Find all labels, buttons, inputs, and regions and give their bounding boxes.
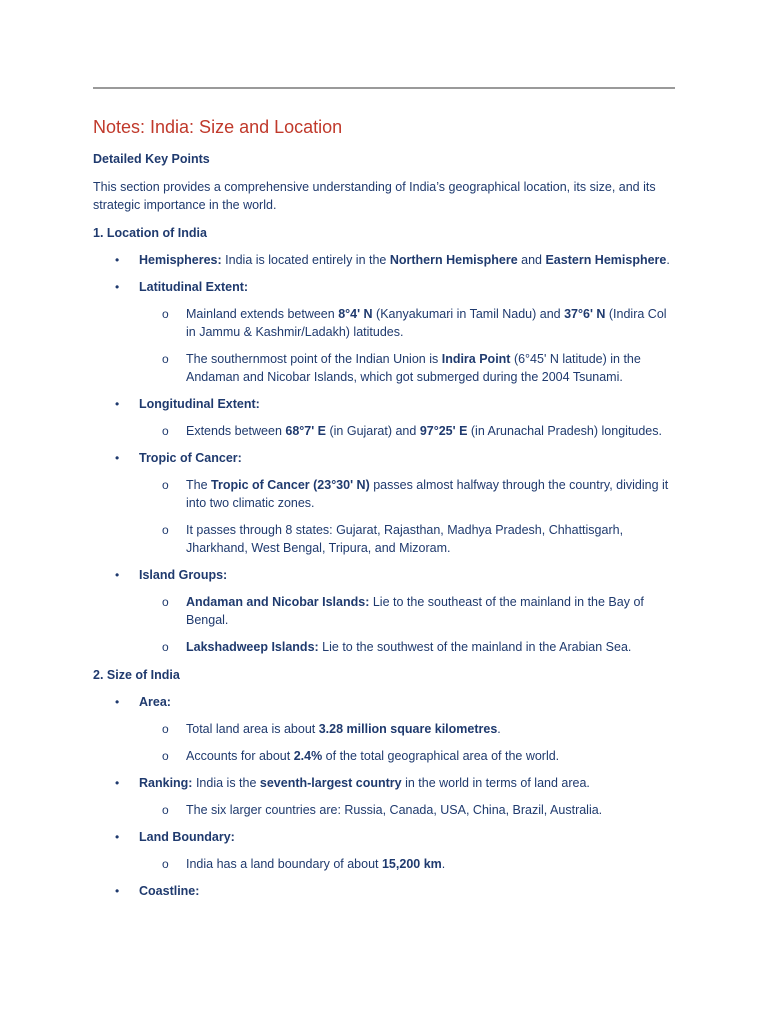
sub-list	[139, 593, 678, 656]
item-text: Mainland extends between	[186, 307, 339, 321]
circle-bullet-icon: o	[162, 640, 169, 654]
item-bold: Eastern Hemisphere	[545, 253, 667, 267]
item-bold: 15,200 km	[381, 857, 442, 871]
item-text: India is located entirely in the	[221, 253, 390, 267]
item-bold: 97°25' E	[419, 424, 468, 438]
item-label: Latitudinal Extent:	[139, 280, 249, 294]
bullet-icon: •	[115, 253, 120, 267]
item-bold: 3.28 million square kilometres	[318, 722, 498, 736]
sub-item	[93, 720, 678, 738]
item-text: (in Arunachal Pradesh) longitudes.	[467, 424, 662, 438]
item-text: Accounts for about	[186, 749, 294, 763]
item-text: The southernmost point of the Indian Union is	[186, 352, 442, 366]
sub-item	[93, 422, 678, 440]
list-item-coastline	[93, 882, 678, 900]
bullet-icon: •	[115, 397, 120, 411]
header-rule	[93, 87, 675, 89]
sub-item	[93, 593, 678, 629]
item-label: Island Groups:	[139, 568, 228, 582]
sub-item	[93, 476, 678, 512]
item-label: Land Boundary:	[139, 830, 235, 844]
item-bold: seventh-largest country	[259, 776, 402, 790]
list-item-islands	[93, 566, 678, 656]
circle-bullet-icon: o	[162, 595, 169, 609]
circle-bullet-icon: o	[162, 424, 169, 438]
circle-bullet-icon: o	[162, 722, 169, 736]
item-bold: 68°7' E	[285, 424, 327, 438]
size-list	[93, 693, 678, 900]
circle-bullet-icon: o	[162, 749, 169, 763]
document-body	[93, 114, 678, 900]
item-bold: Tropic of Cancer (23°30' N)	[211, 478, 370, 492]
item-bold: Indira Point	[441, 352, 511, 366]
bullet-icon: •	[115, 280, 120, 294]
sub-item	[93, 521, 678, 557]
list-item-land-boundary	[93, 828, 678, 873]
section-heading-location: 1. Location of India	[93, 226, 207, 240]
sub-item	[93, 801, 678, 819]
sub-list	[139, 855, 678, 873]
sub-list	[139, 476, 678, 557]
page-title: Notes: India: Size and Location	[93, 117, 343, 137]
circle-bullet-icon: o	[162, 803, 169, 817]
item-bold: Lakshadweep Islands:	[186, 640, 319, 654]
circle-bullet-icon: o	[162, 857, 169, 871]
sub-list	[139, 720, 678, 765]
item-label: Ranking:	[139, 776, 193, 790]
circle-bullet-icon: o	[162, 307, 169, 321]
list-item-area	[93, 693, 678, 765]
bullet-icon: •	[115, 451, 120, 465]
circle-bullet-icon: o	[162, 523, 169, 537]
item-label: Area:	[139, 695, 171, 709]
item-text: The six larger countries are: Russia, Canada, USA, China, Brazil, Australia.	[186, 803, 603, 817]
item-text: Extends between	[186, 424, 286, 438]
list-item-hemispheres	[93, 251, 678, 269]
item-bold: 2.4%	[293, 749, 323, 763]
section-heading-size: 2. Size of India	[93, 668, 180, 682]
list-item-latitudinal	[93, 278, 678, 386]
location-list	[93, 251, 678, 656]
item-text: passes almost halfway through the country, dividing it into two climatic zones.	[186, 478, 669, 510]
circle-bullet-icon: o	[162, 352, 169, 366]
bullet-icon: •	[115, 884, 120, 898]
item-text: in the world in terms of land area.	[401, 776, 590, 790]
item-text: India is the	[192, 776, 260, 790]
intro-paragraph: This section provides a comprehensive understanding of India’s geographical location, its size, and its strategic importance in the world.	[93, 180, 656, 212]
subheading: Detailed Key Points	[93, 152, 210, 166]
list-item-longitudinal	[93, 395, 678, 440]
sub-item	[93, 638, 678, 656]
sub-list	[139, 422, 678, 440]
item-label: Hemispheres:	[139, 253, 222, 267]
item-text: India has a land boundary of about	[186, 857, 382, 871]
sub-item	[93, 305, 678, 341]
item-label: Coastline:	[139, 884, 200, 898]
sub-item	[93, 747, 678, 765]
item-text: The	[186, 478, 212, 492]
item-text: Lie to the southeast of the mainland in the Bay of Bengal.	[186, 595, 644, 627]
item-text: Total land area is about	[186, 722, 319, 736]
item-bold: Northern Hemisphere	[389, 253, 518, 267]
sub-list	[139, 305, 678, 386]
circle-bullet-icon: o	[162, 478, 169, 492]
item-text: .	[497, 722, 501, 736]
item-text: (6°45' N latitude) in the Andaman and Nicobar Islands, which got submerged during the 2004 Tsunami.	[186, 352, 641, 384]
item-label: Tropic of Cancer:	[139, 451, 242, 465]
list-item-tropic	[93, 449, 678, 557]
bullet-icon: •	[115, 568, 120, 582]
item-text: (Indira Col in Jammu & Kashmir/Ladakh) latitudes.	[186, 307, 667, 339]
item-text: .	[666, 253, 670, 267]
list-item-ranking	[93, 774, 678, 819]
item-text: and	[517, 253, 546, 267]
sub-list	[139, 801, 678, 819]
item-text: (in Gujarat) and	[326, 424, 420, 438]
item-text: (Kanyakumari in Tamil Nadu) and	[372, 307, 565, 321]
sub-item	[93, 855, 678, 873]
item-bold: Andaman and Nicobar Islands:	[186, 595, 370, 609]
bullet-icon: •	[115, 776, 120, 790]
item-bold: 37°6' N	[564, 307, 606, 321]
item-label: Longitudinal Extent:	[139, 397, 260, 411]
bullet-icon: •	[115, 695, 120, 709]
sub-item	[93, 350, 678, 386]
item-bold: 8°4' N	[338, 307, 373, 321]
item-text: It passes through 8 states: Gujarat, Rajasthan, Madhya Pradesh, Chhattisgarh, Jharkhand, West Bengal, Tripura, and Mizoram.	[186, 523, 624, 555]
item-text: Lie to the southwest of the mainland in the Arabian Sea.	[318, 640, 632, 654]
bullet-icon: •	[115, 830, 120, 844]
item-text: of the total geographical area of the world.	[322, 749, 560, 763]
item-text: .	[441, 857, 446, 871]
